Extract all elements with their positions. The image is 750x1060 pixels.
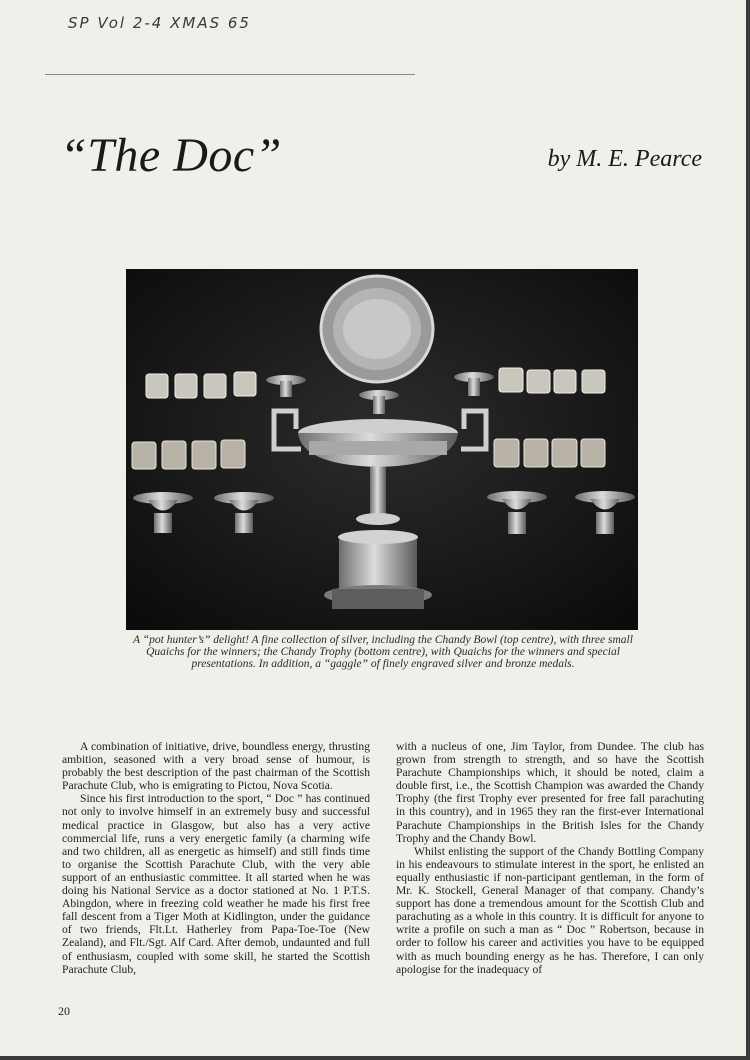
page-number: 20 xyxy=(58,1004,70,1018)
trophy-photo-illustration xyxy=(126,269,638,630)
photo-caption: A “pot hunter’s” delight! A fine collection of silver, including the Chandy Bowl (top centre), with three small Quaichs for the winners; the Chandy Trophy (bottom centre), with Quaichs for the winners and special presentations. In addition, a “gaggle” of finely engraved silver and bronze medals. xyxy=(133,634,633,670)
article-column-right xyxy=(396,740,704,976)
article-title: “The Doc” xyxy=(60,129,282,182)
paragraph: A combination of initiative, drive, boundless energy, thrusting ambition, seasoned with a very broad sense of humour, is probably the best description of the past chairman of the Scottish Parachute Club, who is emigrating to Pictou, Nova Scotia. xyxy=(62,740,370,793)
trophy-photograph xyxy=(126,269,638,630)
paragraph: with a nucleus of one, Jim Taylor, from Dundee. The club has grown from strength to strength, and so have the Scottish Parachute Championships which, it should be noted, claim a double first, i.e., the Scottish Champion was awarded the Chandy Trophy (the first Trophy ever presented for free fall parachuting in this country), and in 1965 they ran the first-ever International Parachute Championships in the British Isles for the Chandy Trophy and the Chandy Bowl. xyxy=(396,740,704,845)
handwritten-annotation: SP Vol 2-4 XMAS 65 xyxy=(68,14,251,32)
paragraph: Since his first introduction to the sport, “ Doc ” has continued not only to involve himself in an extremely busy and successful medical practice in Glasgow, but also has a very active commercial life, runs a very energetic family (a charming wife and two children, all as energetic as himself) and still finds time to organise the Scottish Parachute Club, with the very able support of an enthusiastic committee. It all started when he was doing his National Service as a doctor stationed at No. 1 P.T.S. Abingdon, where in freezing cold weather he made his first free fall descent from a Tiger Moth at Kidlington, under the guidance of two friends, Flt.Lt. Hatherley from Papa-Toe-Toe (New Zealand), and Flt./Sgt. Alf Card. After demob, undaunted and full of enthusiasm, coupled with some skill, he started the Scottish Parachute Club, xyxy=(62,792,370,976)
header-rule xyxy=(45,74,415,75)
paragraph: Whilst enlisting the support of the Chandy Bottling Company in his endeavours to stimulate interest in the sport, he enlisted an equally enthusiastic if non-participant gentleman, in the form of Mr. K. Stockell, General Manager of that company. Chandy’s support has done a tremendous amount for the Scottish Club and parachuting as a whole in this country. It is difficult for anyone to write a profile on such a man as “ Doc ” Robertson, because in order to follow his career and activities you have to be equipped with as much bounding energy as he has. Therefore, I can only apologise for the inadequacy of xyxy=(396,844,704,976)
article-byline: by M. E. Pearce xyxy=(547,146,702,172)
article-column-left xyxy=(62,740,370,976)
